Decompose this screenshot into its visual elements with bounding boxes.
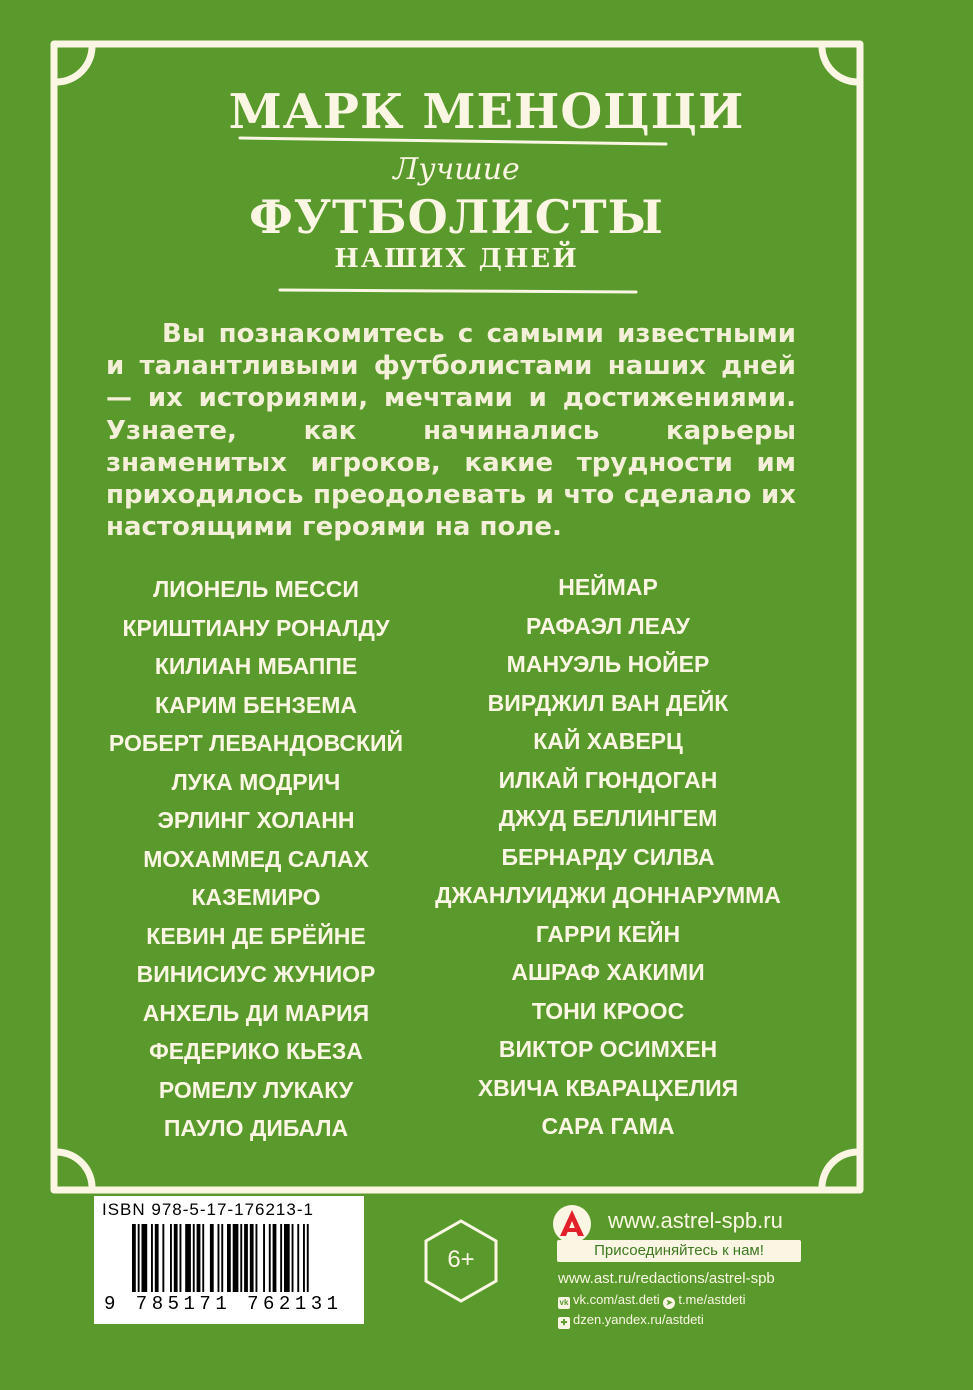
barcode-bar [297, 1224, 299, 1292]
title-prefix: Лучшие [393, 152, 520, 187]
book-title: ФУТБОЛИСТЫ [249, 190, 664, 244]
player-name: КАЗЕМИРО [191, 884, 321, 910]
barcode-bar [155, 1224, 159, 1292]
barcode-bar [227, 1224, 231, 1292]
player-name: ЛУКА МОДРИЧ [171, 768, 341, 795]
player-name: РАФАЭЛ ЛЕАУ [526, 612, 690, 639]
join-us-banner: Присоединяйтесь к нам! [557, 1240, 801, 1262]
barcode-bar [132, 1224, 136, 1292]
player-name: ЛИОНЕЛЬ МЕССИ [153, 576, 359, 602]
player-name: ДЖАНЛУИДЖИ ДОННАРУММА [435, 882, 781, 908]
barcode-bar [202, 1224, 204, 1292]
player-name: БЕРНАРДУ СИЛВА [501, 843, 715, 870]
telegram-icon: ➤ [663, 1297, 675, 1309]
barcode-bar [218, 1224, 220, 1292]
barcode-bar [185, 1224, 191, 1292]
player-name: КАЙ ХАВЕРЦ [533, 728, 683, 754]
ean-number: 9 785171 762131 [104, 1293, 343, 1315]
player-name: САРА ГАМА [541, 1113, 675, 1139]
barcode-bar [263, 1224, 265, 1292]
barcode-bar [273, 1224, 277, 1292]
barcode-icon [132, 1224, 358, 1292]
player-name: ВИКТОР ОСИМХЕН [498, 1036, 718, 1062]
barcode-bar [256, 1224, 258, 1292]
vk-icon: vk [559, 1298, 569, 1307]
barcode-bar [240, 1224, 242, 1292]
barcode-bar [292, 1224, 294, 1292]
barcode-bar [233, 1224, 239, 1292]
player-name: ДЖУД БЕЛЛИНГЕМ [498, 805, 718, 831]
age-rating: 6+ [447, 1246, 475, 1273]
player-name: ИЛКАЙ ГЮНДОГАН [498, 766, 718, 793]
barcode-bar [303, 1224, 305, 1292]
barcode-bar [151, 1224, 153, 1292]
player-name: ХВИЧА КВАРАЦХЕЛИЯ [477, 1074, 739, 1101]
player-name: ГАРРИ КЕЙН [535, 920, 681, 947]
dzen-links-row [558, 1312, 704, 1329]
player-name: ЭРЛИНГ ХОЛАНН [157, 807, 355, 833]
player-name: МОХАММЕД САЛАХ [143, 845, 369, 872]
dzen-icon: ✚ [558, 1317, 570, 1329]
player-name: ВИНИСИУС ЖУНИОР [136, 961, 376, 987]
barcode-bar [307, 1224, 309, 1292]
barcode-bar [193, 1224, 195, 1292]
social-links-row [558, 1292, 746, 1309]
player-name: АШРАФ ХАКИМИ [511, 959, 705, 985]
barcode-bar [138, 1224, 140, 1292]
barcode-bar [174, 1224, 178, 1292]
player-name: РОМЕЛУ ЛУКАКУ [158, 1076, 354, 1103]
barcode-bar [250, 1224, 254, 1292]
players-list-right [410, 571, 806, 1149]
player-name: КИЛИАН МБАППЕ [154, 653, 358, 679]
barcode-bar [170, 1224, 172, 1292]
title-suffix: НАШИХ ДНЕЙ [334, 244, 579, 274]
barcode-bar [280, 1224, 282, 1292]
vk-link[interactable]: vk.com/ast.deti [573, 1292, 660, 1307]
player-name: КЕВИН ДЕ БРЁЙНЕ [146, 922, 366, 949]
player-name: АНХЕЛЬ ДИ МАРИЯ [142, 999, 370, 1026]
publisher-redaction-link[interactable]: www.ast.ru/redactions/astrel-spb [558, 1270, 775, 1287]
barcode-bar [180, 1224, 182, 1292]
players-list-left [100, 573, 412, 1151]
barcode-bar [162, 1224, 164, 1292]
player-name: ВИРДЖИЛ ВАН ДЕЙК [487, 689, 729, 716]
player-name: РОБЕРТ ЛЕВАНДОВСКИЙ [108, 730, 404, 756]
barcode-bar [284, 1224, 290, 1292]
player-name: ТОНИ КРООС [531, 997, 685, 1024]
player-name: КРИШТИАНУ РОНАЛДУ [122, 614, 390, 641]
barcode-bar [269, 1224, 271, 1292]
barcode-box [94, 1196, 364, 1324]
book-description: Вы познакомитесь с самыми известными и талантливыми футболистами наших дней — их историями, мечтами и достижениями. Узнаете, как начинались карьеры знаменитых игроков, какие трудности им приходилось преодолевать и что сделало их настоящими героями на поле. [106, 319, 796, 543]
telegram-link[interactable]: t.me/astdeti [678, 1292, 746, 1307]
barcode-bar [221, 1224, 223, 1292]
barcode-bar [197, 1224, 201, 1292]
player-name: НЕЙМАР [558, 574, 658, 600]
barcode-bar [210, 1224, 214, 1292]
player-name: МАНУЭЛЬ НОЙЕР [506, 651, 710, 677]
player-name: КАРИМ БЕНЗЕМА [154, 691, 358, 718]
barcode-bar [244, 1224, 248, 1292]
author-name: МАРК МЕНОЦЦИ [228, 84, 745, 140]
barcode-bar [142, 1224, 148, 1292]
player-name: ФЕДЕРИКО КЬЕЗА [149, 1038, 363, 1064]
dzen-link[interactable]: dzen.yandex.ru/astdeti [573, 1312, 704, 1327]
isbn-number: ISBN 978-5-17-176213-1 [102, 1200, 314, 1219]
player-name: ПАУЛО ДИБАЛА [163, 1115, 349, 1141]
publisher-logo-icon [552, 1204, 592, 1244]
publisher-website-link[interactable]: www.astrel-spb.ru [608, 1208, 783, 1233]
